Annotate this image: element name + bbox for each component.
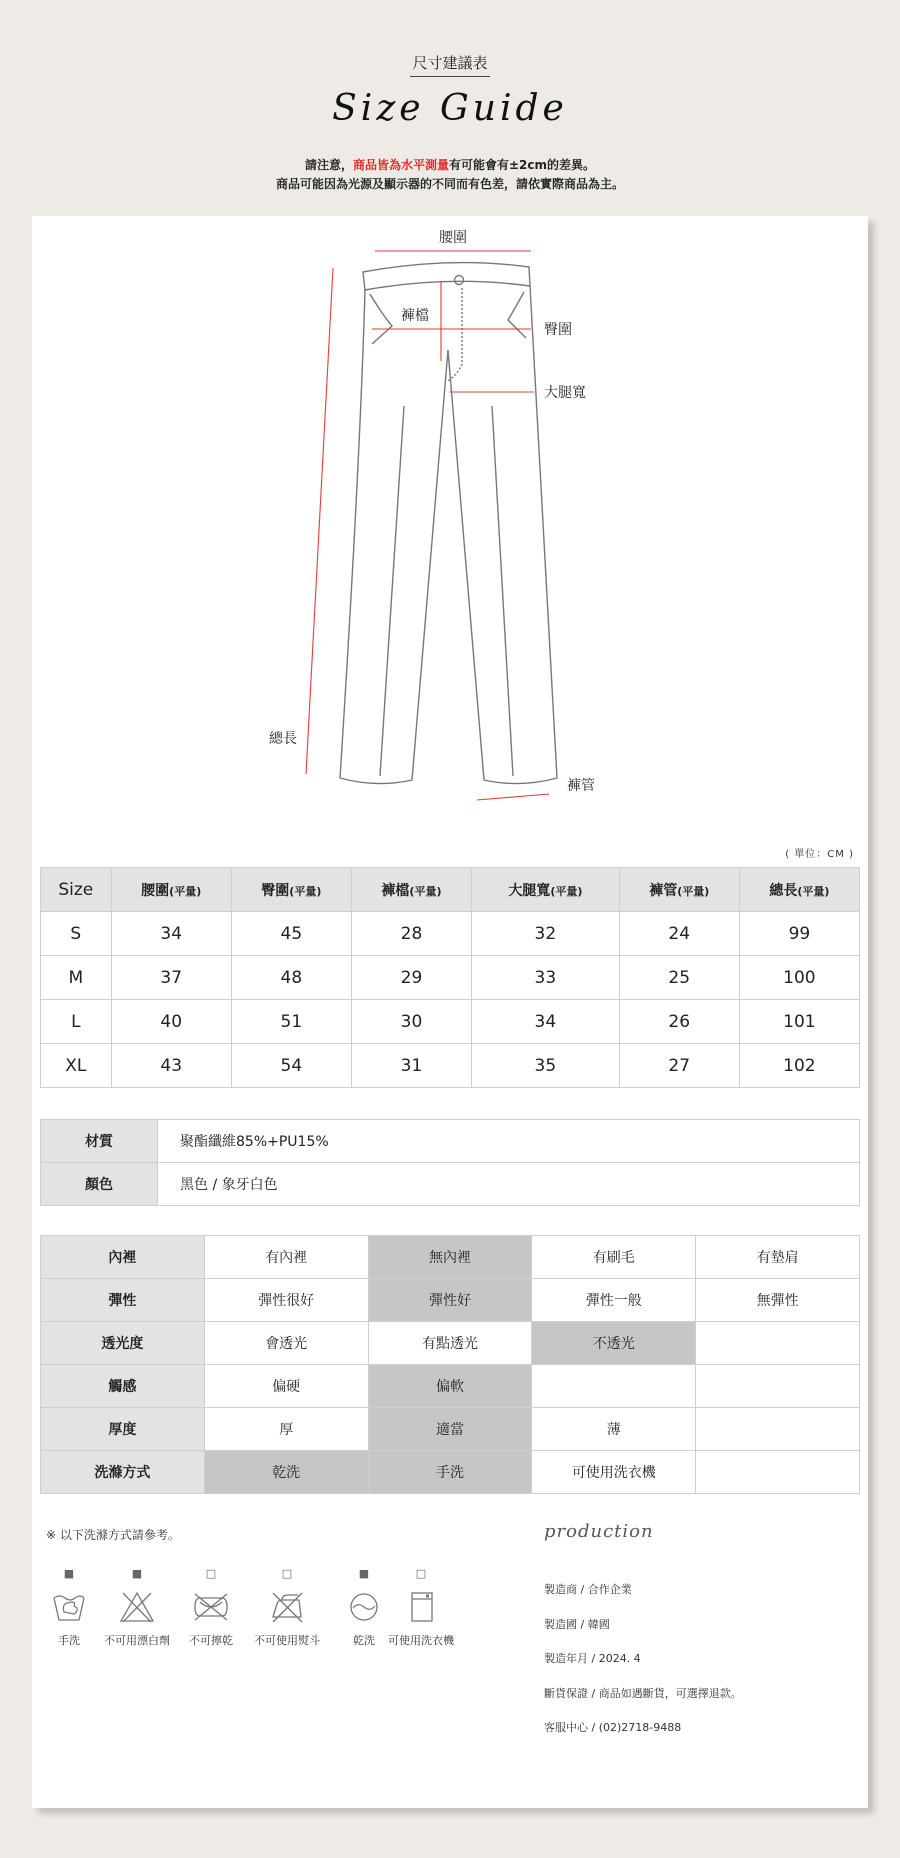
production-title: production: [544, 1521, 654, 1542]
diagram-label-thigh: 大腿寬: [544, 385, 586, 401]
table-cell: 51: [231, 1000, 351, 1044]
table-row: [41, 1236, 860, 1279]
table-cell: 35: [472, 1044, 620, 1088]
attribute-option: 偏硬: [204, 1365, 368, 1408]
table-cell: 31: [351, 1044, 471, 1088]
attribute-option: [532, 1365, 696, 1408]
diagram-label-length: 總長: [269, 731, 297, 747]
attribute-key: 洗滌方式: [41, 1451, 205, 1494]
header-main-label: 腰圍: [141, 882, 170, 899]
table-row: [41, 1163, 860, 1206]
header-sub-label: (平量): [289, 884, 322, 898]
table-row: [41, 1451, 860, 1494]
table-cell: 54: [231, 1044, 351, 1088]
table-row: [41, 1120, 860, 1163]
care-mark: □: [281, 1567, 293, 1580]
header-main-label: Size: [58, 879, 94, 900]
table-cell: 102: [739, 1044, 859, 1088]
production-line: 客服中心 / (02)2718-9488: [544, 1721, 682, 1734]
attribute-option: [696, 1451, 860, 1494]
production-line: 製造年月 / 2024. 4: [544, 1652, 641, 1665]
size-table-header-cell: [472, 868, 620, 912]
table-cell: S: [41, 912, 112, 956]
care-label: 不可用漂白劑: [104, 1634, 170, 1647]
material-key: 材質: [41, 1120, 158, 1163]
measurement-lines: [306, 251, 549, 800]
size-table-header-cell: [739, 868, 859, 912]
diagram-label-rise: 褲檔: [401, 308, 429, 324]
header-main-label: 褲檔: [381, 882, 410, 899]
hem-line: [477, 794, 549, 800]
care-label: 乾洗: [353, 1634, 375, 1647]
attribute-option-selected: 手洗: [368, 1451, 532, 1494]
material-value: 黑色 / 象牙白色: [158, 1163, 860, 1206]
header-sub-label: (平量): [550, 884, 583, 898]
table-row: [41, 912, 860, 956]
size-table: [40, 867, 860, 1088]
attribute-option: 有內裡: [204, 1236, 368, 1279]
size-table-header-cell: [351, 868, 471, 912]
material-key: 顏色: [41, 1163, 158, 1206]
attribute-option-selected: 彈性好: [368, 1279, 532, 1322]
header-main-label: 總長: [769, 882, 798, 899]
diagram-label-hip: 臀圍: [544, 322, 572, 338]
diagram-label-hem: 褲管: [567, 778, 595, 794]
page-subtitle: 尺寸建議表: [0, 52, 900, 77]
attribute-option: [696, 1408, 860, 1451]
care-note: ※ 以下洗滌方式請參考。: [46, 1528, 180, 1542]
attribute-option: 有墊肩: [696, 1236, 860, 1279]
attribute-option-selected: 適當: [368, 1408, 532, 1451]
attribute-option: [696, 1365, 860, 1408]
table-cell: M: [41, 956, 112, 1000]
unit-note: ( 單位：CM ): [785, 849, 854, 860]
diagram-label-waist: 腰圍: [439, 230, 467, 246]
table-row: [41, 1000, 860, 1044]
attribute-option-selected: 乾洗: [204, 1451, 368, 1494]
header-main-label: 大腿寬: [508, 882, 551, 899]
material-table: [40, 1119, 860, 1206]
table-cell: 45: [231, 912, 351, 956]
washing-machine-icon: [376, 1590, 466, 1624]
attribute-option: [696, 1322, 860, 1365]
attribute-key: 彈性: [41, 1279, 205, 1322]
table-cell: 28: [351, 912, 471, 956]
size-table-header-cell: [41, 868, 112, 912]
attribute-option: 厚: [204, 1408, 368, 1451]
care-mark: □: [415, 1567, 427, 1580]
table-cell: 43: [111, 1044, 231, 1088]
table-cell: 32: [472, 912, 620, 956]
note-line-2: 商品可能因為光源及顯示器的不同而有色差，請依實際商品為主。: [275, 177, 624, 191]
length-line: [306, 268, 333, 774]
pants-outline: [340, 263, 557, 784]
header-main-label: 臀圍: [261, 882, 290, 899]
header-main-label: 褲管: [649, 882, 678, 899]
size-table-header: [41, 868, 860, 912]
attribute-option: 有點透光: [368, 1322, 532, 1365]
table-cell: 101: [739, 1000, 859, 1044]
care-label: 不可擰乾: [189, 1634, 233, 1647]
attribute-option-selected: 偏軟: [368, 1365, 532, 1408]
care-item: [376, 1566, 466, 1648]
attribute-key: 觸感: [41, 1365, 205, 1408]
table-cell: L: [41, 1000, 112, 1044]
attribute-option: 無彈性: [696, 1279, 860, 1322]
table-cell: 26: [619, 1000, 739, 1044]
table-cell: 27: [619, 1044, 739, 1088]
measurement-notes: [0, 156, 900, 194]
table-row: [41, 1044, 860, 1088]
attribute-option-selected: 不透光: [532, 1322, 696, 1365]
note-highlight: 商品皆為水平測量: [352, 158, 449, 172]
attribute-key: 厚度: [41, 1408, 205, 1451]
table-row: [41, 1279, 860, 1322]
table-cell: 34: [472, 1000, 620, 1044]
attribute-key: 透光度: [41, 1322, 205, 1365]
attribute-option-selected: 無內裡: [368, 1236, 532, 1279]
care-mark: ■: [131, 1567, 143, 1580]
production-line: 製造商 / 合作企業: [544, 1583, 632, 1596]
note-line-1: 請注意，商品皆為水平測量有可能會有±2cm的差異。: [304, 158, 596, 172]
table-cell: XL: [41, 1044, 112, 1088]
care-label: 不可使用熨斗: [254, 1634, 320, 1647]
attribute-option: 可使用洗衣機: [532, 1451, 696, 1494]
table-row: [41, 1365, 860, 1408]
table-cell: 30: [351, 1000, 471, 1044]
production-info: [544, 1521, 854, 1734]
care-mark: ■: [358, 1567, 370, 1580]
table-cell: 33: [472, 956, 620, 1000]
attribute-option: 有刷毛: [532, 1236, 696, 1279]
table-cell: 29: [351, 956, 471, 1000]
table-cell: 37: [111, 956, 231, 1000]
care-label: 手洗: [58, 1634, 80, 1647]
table-row: [41, 1322, 860, 1365]
size-table-header-cell: [111, 868, 231, 912]
pants-diagram: [32, 216, 868, 816]
table-row: [41, 1408, 860, 1451]
attribute-option: 彈性很好: [204, 1279, 368, 1322]
size-guide-card: [32, 216, 868, 1808]
attribute-option: 彈性一般: [532, 1279, 696, 1322]
page-title: Size Guide: [332, 88, 568, 129]
production-line: 製造國 / 韓國: [544, 1617, 610, 1631]
header-sub-label: (平量): [169, 884, 202, 898]
care-mark: □: [205, 1567, 217, 1580]
header-sub-label: (平量): [797, 884, 830, 898]
header-sub-label: (平量): [677, 884, 710, 898]
attribute-table: [40, 1235, 860, 1494]
attribute-option: 薄: [532, 1408, 696, 1451]
care-mark: ■: [63, 1567, 75, 1580]
size-table-header-cell: [231, 868, 351, 912]
table-row: [41, 956, 860, 1000]
table-cell: 34: [111, 912, 231, 956]
size-table-body: [41, 912, 860, 1088]
attribute-key: 內裡: [41, 1236, 205, 1279]
care-label: 可使用洗衣機: [388, 1634, 454, 1647]
material-value: 聚酯纖維85%+PU15%: [158, 1120, 860, 1163]
header-sub-label: (平量): [409, 884, 442, 898]
table-cell: 100: [739, 956, 859, 1000]
table-cell: 40: [111, 1000, 231, 1044]
size-table-header-cell: [619, 868, 739, 912]
table-cell: 24: [619, 912, 739, 956]
care-instructions: [46, 1526, 506, 1647]
table-cell: 48: [231, 956, 351, 1000]
attribute-option: 會透光: [204, 1322, 368, 1365]
production-line: 斷貨保證 / 商品如遇斷貨，可選擇退款。: [544, 1686, 742, 1700]
table-cell: 99: [739, 912, 859, 956]
table-cell: 25: [619, 956, 739, 1000]
